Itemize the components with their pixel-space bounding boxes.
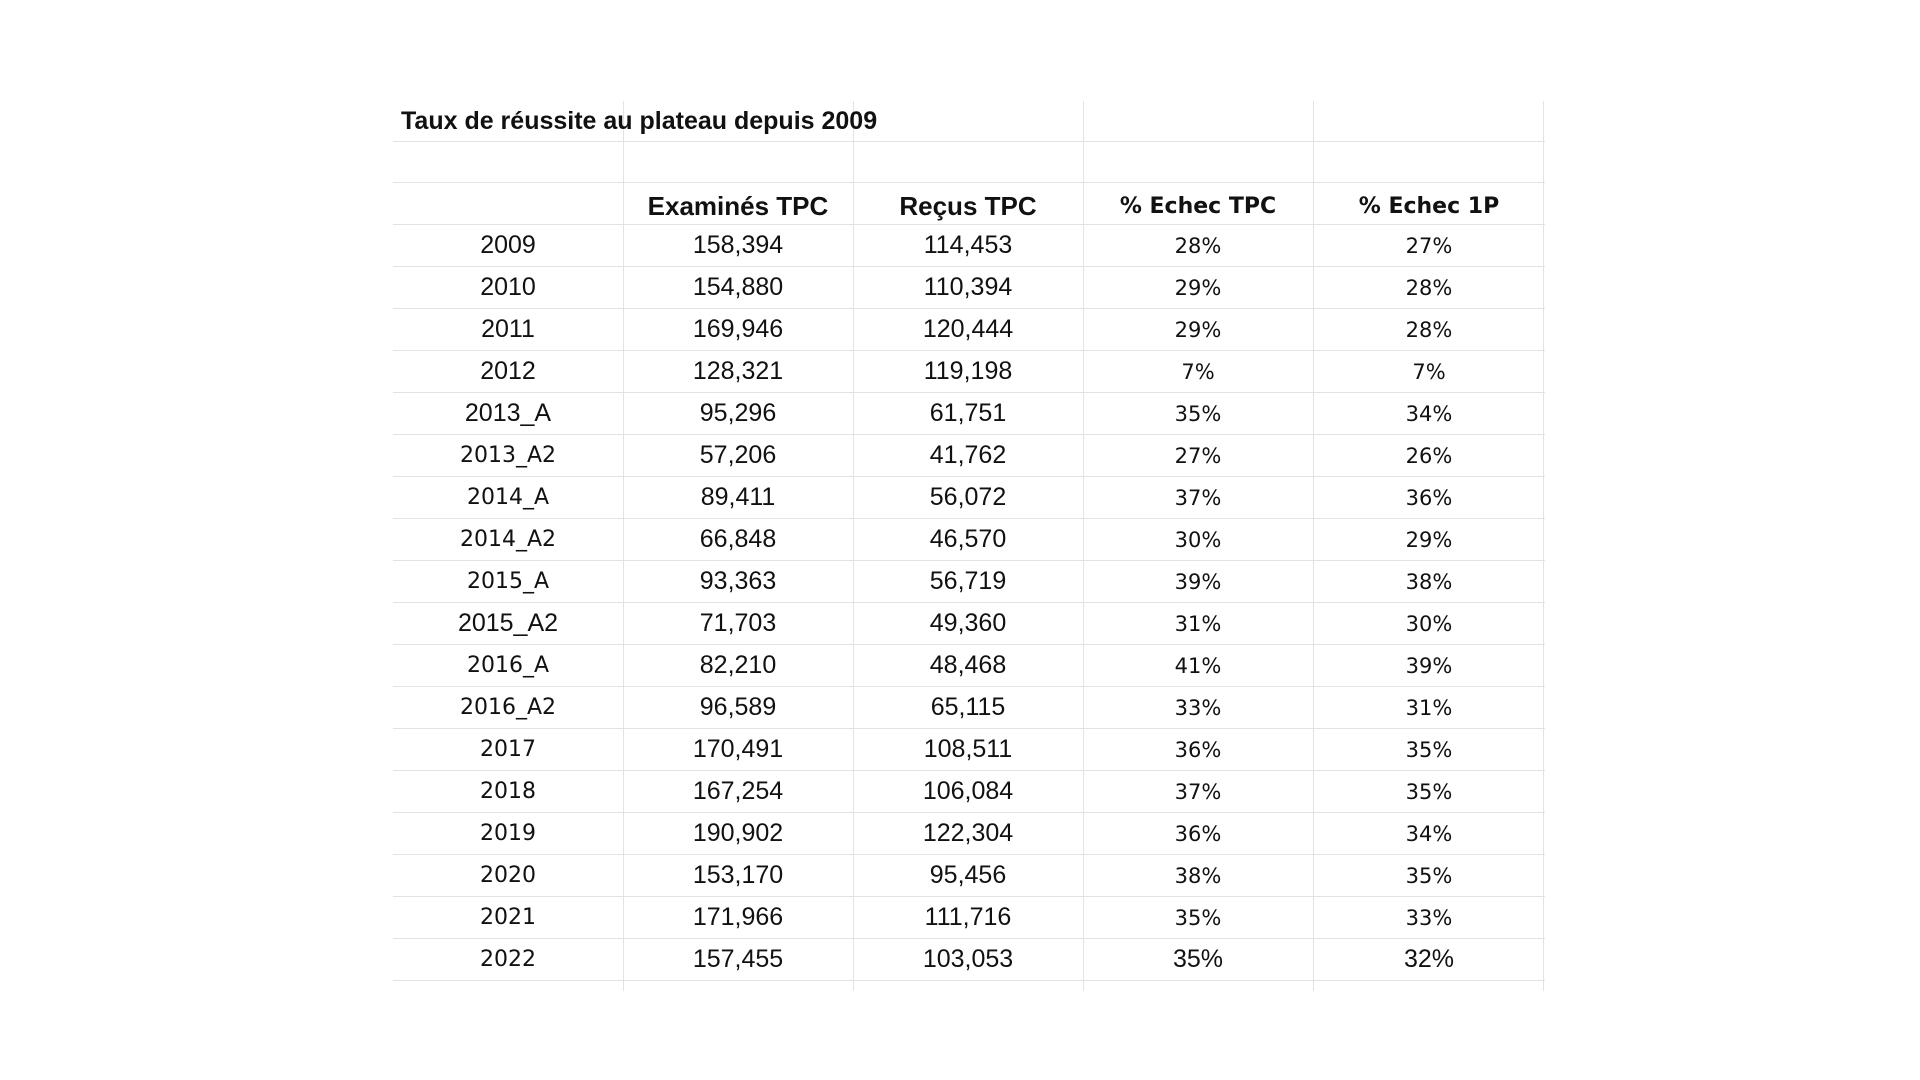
cell-year: 2022	[393, 939, 623, 981]
cell-echec-1p: 34%	[1313, 813, 1545, 855]
cell-year: 2019	[393, 813, 623, 855]
cell-recus-tpc: 103,053	[853, 939, 1083, 981]
cell-examines-tpc: 158,394	[623, 225, 853, 267]
cell-echec-1p: 35%	[1313, 855, 1545, 897]
cell-echec-1p: 35%	[1313, 729, 1545, 771]
cell-recus-tpc: 111,716	[853, 897, 1083, 939]
table-row	[393, 729, 1545, 771]
cell-echec-1p: 27%	[1313, 225, 1545, 267]
cell-echec-tpc: 36%	[1083, 729, 1313, 771]
cell-echec-tpc: 35%	[1083, 393, 1313, 435]
cell-echec-1p: 28%	[1313, 267, 1545, 309]
table-row	[393, 267, 1545, 309]
cell-echec-1p: 34%	[1313, 393, 1545, 435]
table-row	[393, 393, 1545, 435]
cell-echec-tpc: 35%	[1083, 897, 1313, 939]
header-echec-1p: % Echec 1P	[1313, 183, 1545, 225]
cell-year: 2013_A	[393, 393, 623, 435]
cell-echec-tpc: 29%	[1083, 309, 1313, 351]
cell-echec-1p: 36%	[1313, 477, 1545, 519]
cell-recus-tpc: 46,570	[853, 519, 1083, 561]
cell-echec-tpc: 38%	[1083, 855, 1313, 897]
cell-year: 2015_A	[393, 561, 623, 603]
cell-year: 2020	[393, 855, 623, 897]
header-examines-tpc: Examinés TPC	[623, 183, 853, 225]
table-row	[393, 645, 1545, 687]
cell-recus-tpc: 65,115	[853, 687, 1083, 729]
cell-echec-tpc: 27%	[1083, 435, 1313, 477]
cell-examines-tpc: 71,703	[623, 603, 853, 645]
cell-echec-1p: 28%	[1313, 309, 1545, 351]
cell-examines-tpc: 57,206	[623, 435, 853, 477]
table-row	[393, 813, 1545, 855]
cell-recus-tpc: 48,468	[853, 645, 1083, 687]
cell-year: 2014_A2	[393, 519, 623, 561]
table-row	[393, 939, 1545, 981]
cell-examines-tpc: 154,880	[623, 267, 853, 309]
table-row	[393, 519, 1545, 561]
cell-recus-tpc: 119,198	[853, 351, 1083, 393]
cell-year: 2009	[393, 225, 623, 267]
cell-recus-tpc: 61,751	[853, 393, 1083, 435]
table-row	[393, 561, 1545, 603]
cell-echec-tpc: 28%	[1083, 225, 1313, 267]
cell-examines-tpc: 93,363	[623, 561, 853, 603]
table-row	[393, 855, 1545, 897]
table-row	[393, 771, 1545, 813]
cell-recus-tpc: 122,304	[853, 813, 1083, 855]
cell-recus-tpc: 108,511	[853, 729, 1083, 771]
cell-year: 2021	[393, 897, 623, 939]
cell-examines-tpc: 157,455	[623, 939, 853, 981]
cell-echec-1p: 33%	[1313, 897, 1545, 939]
cell-examines-tpc: 169,946	[623, 309, 853, 351]
cell-echec-1p: 29%	[1313, 519, 1545, 561]
cell-examines-tpc: 167,254	[623, 771, 853, 813]
cell-echec-tpc: 35%	[1083, 939, 1313, 981]
cell-echec-tpc: 41%	[1083, 645, 1313, 687]
table-row	[393, 225, 1545, 267]
cell-echec-tpc: 31%	[1083, 603, 1313, 645]
cell-recus-tpc: 49,360	[853, 603, 1083, 645]
cell-year: 2016_A	[393, 645, 623, 687]
table-row	[393, 687, 1545, 729]
cell-recus-tpc: 114,453	[853, 225, 1083, 267]
cell-echec-tpc: 39%	[1083, 561, 1313, 603]
cell-year: 2010	[393, 267, 623, 309]
table-title: Taux de réussite au plateau depuis 2009	[393, 101, 623, 142]
cell-examines-tpc: 128,321	[623, 351, 853, 393]
cell-recus-tpc: 95,456	[853, 855, 1083, 897]
cell-echec-tpc: 7%	[1083, 351, 1313, 393]
cell-recus-tpc: 106,084	[853, 771, 1083, 813]
title-row	[393, 101, 1545, 142]
cell-examines-tpc: 89,411	[623, 477, 853, 519]
header-echec-tpc: % Echec TPC	[1083, 183, 1313, 225]
spreadsheet	[393, 101, 1545, 991]
cell-recus-tpc: 56,072	[853, 477, 1083, 519]
header-row	[393, 183, 1545, 225]
cell-echec-1p: 39%	[1313, 645, 1545, 687]
cell-recus-tpc: 110,394	[853, 267, 1083, 309]
cell-year: 2018	[393, 771, 623, 813]
cell-examines-tpc: 170,491	[623, 729, 853, 771]
cell-recus-tpc: 120,444	[853, 309, 1083, 351]
cell-year: 2012	[393, 351, 623, 393]
cell-year: 2017	[393, 729, 623, 771]
cell-echec-1p: 32%	[1313, 939, 1545, 981]
cell-echec-1p: 31%	[1313, 687, 1545, 729]
cell-echec-tpc: 36%	[1083, 813, 1313, 855]
cell-echec-1p: 38%	[1313, 561, 1545, 603]
cell-examines-tpc: 96,589	[623, 687, 853, 729]
header-year	[393, 183, 623, 225]
blank-row	[393, 142, 1545, 183]
data-table	[393, 101, 1545, 981]
cell-echec-1p: 30%	[1313, 603, 1545, 645]
table-row	[393, 309, 1545, 351]
cell-examines-tpc: 82,210	[623, 645, 853, 687]
cell-echec-1p: 35%	[1313, 771, 1545, 813]
cell-year: 2015_A2	[393, 603, 623, 645]
cell-recus-tpc: 41,762	[853, 435, 1083, 477]
cell-echec-tpc: 37%	[1083, 477, 1313, 519]
table-row	[393, 435, 1545, 477]
cell-year: 2014_A	[393, 477, 623, 519]
cell-echec-tpc: 29%	[1083, 267, 1313, 309]
cell-examines-tpc: 66,848	[623, 519, 853, 561]
cell-examines-tpc: 171,966	[623, 897, 853, 939]
table-row	[393, 897, 1545, 939]
cell-examines-tpc: 190,902	[623, 813, 853, 855]
cell-year: 2013_A2	[393, 435, 623, 477]
table-row	[393, 603, 1545, 645]
cell-year: 2011	[393, 309, 623, 351]
header-recus-tpc: Reçus TPC	[853, 183, 1083, 225]
table-row	[393, 477, 1545, 519]
table-row	[393, 351, 1545, 393]
cell-year: 2016_A2	[393, 687, 623, 729]
cell-echec-1p: 7%	[1313, 351, 1545, 393]
cell-examines-tpc: 153,170	[623, 855, 853, 897]
cell-recus-tpc: 56,719	[853, 561, 1083, 603]
cell-examines-tpc: 95,296	[623, 393, 853, 435]
cell-echec-tpc: 33%	[1083, 687, 1313, 729]
cell-echec-1p: 26%	[1313, 435, 1545, 477]
cell-echec-tpc: 37%	[1083, 771, 1313, 813]
cell-echec-tpc: 30%	[1083, 519, 1313, 561]
